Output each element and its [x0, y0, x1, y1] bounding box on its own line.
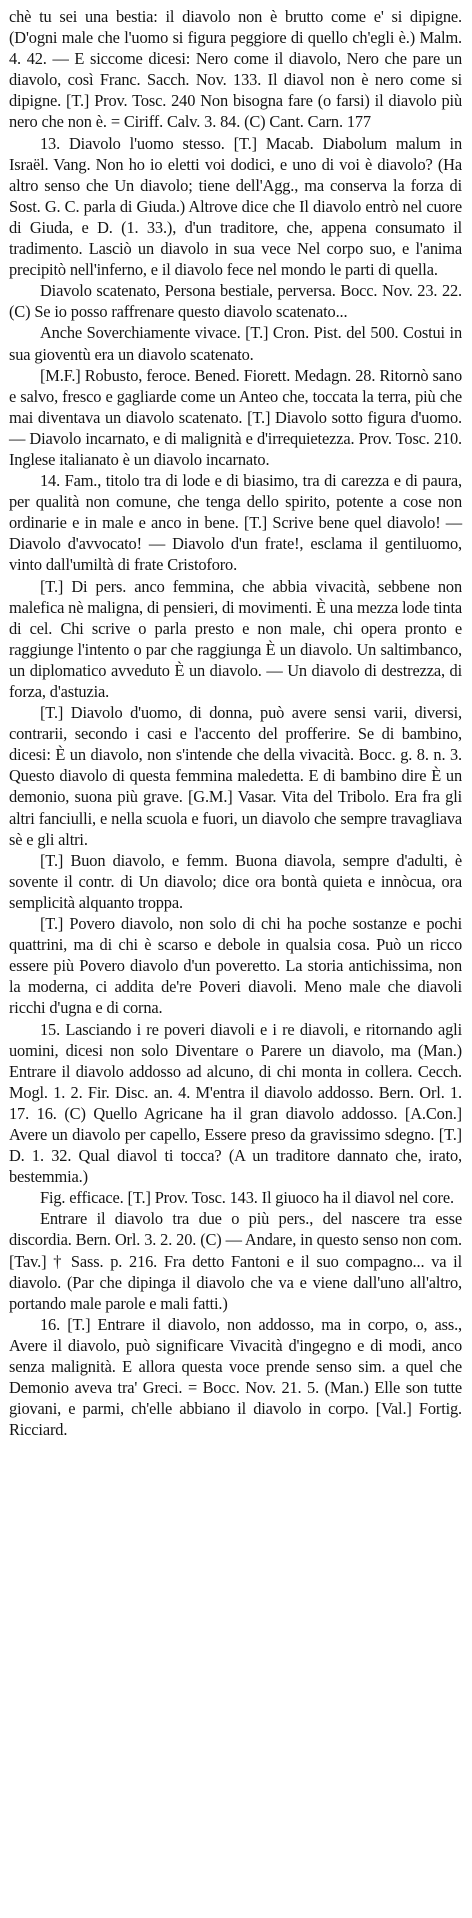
- paragraph-vivace: Anche Soverchiamente vivace. [T.] Cron. Pist. del 500. Costui in sua gioventù era un diavolo scatenato.: [9, 323, 462, 364]
- paragraph-sense-15: 15. Lasciando i re poveri diavoli e i re diavoli, e ritornando agli uomini, dicesi non solo Diventare o Parere un diavolo, ma (Man.) Entrare il diavolo addosso ad alcuno, di chi monta in collera. Cecch. Mogl. 1. 2. Fir. Disc. an. 4. M'entra il diavolo addosso. Bern. Orl. 1. 17. 16. (C) Quello Agricane ha il gran diavolo addosso. [A.Con.] Avere un diavolo per capello, Essere preso da gravissimo sdegno. [T.] D. 1. 32. Qual diavol ti tocca? (A un traditore dannato che, irato, bestemmia.): [9, 1019, 462, 1187]
- paragraph-femmina: [T.] Di pers. anco femmina, che abbia vivacità, sebbene non malefica nè maligna, di pensieri, di movimenti. È una mezza lode tinta di cel. Chi scrive o parla presto e non male, chi opera pronto e raggiunge l'intento o par che raggiunga È un diavolo. Un saltimbanco, un diplomatico avveduto È un diavolo. — Un diavolo di destrezza, di forza, d'astuzia.: [9, 576, 462, 701]
- paragraph-entrare-tra-due: Entrare il diavolo tra due o più pers., del nascere tra esse discordia. Bern. Orl. 3. 2. 20. (C) — Andare, in questo senso non com. [Tav.] † Sass. p. 216. Fra detto Fantoni e il suo compagno... va il diavolo. (Par che dipinga il diavolo che va e viene dall'uno all'altro, portando male parole e mali fatti.): [9, 1209, 462, 1313]
- paragraph-sense-16: 16. [T.] Entrare il diavolo, non addosso, ma in corpo, o, ass., Avere il diavolo, può significare Vivacità d'ingegno e di modi, anco senza malignità. E allora questa voce prende senso sim. a quel che Demonio aveva tra' Greci. = Bocc. Nov. 21. 5. (Man.) Elle son tutte giovani, e parmi, ch'elle abbiano il diavolo in corpo. [Val.] Fortig. Ricciard.: [9, 1314, 462, 1440]
- paragraph-diavolo-scatenato: Diavolo scatenato, Persona bestiale, perversa. Bocc. Nov. 23. 22. (C) Se io posso raffrenare questo diavolo scatenato...: [9, 281, 462, 322]
- paragraph-buon-diavolo: [T.] Buon diavolo, e femm. Buona diavola, sempre d'adulti, è sovente il contr. di Un diavolo; dice ora bontà quieta e innòcua, ora semplicità alquanto troppa.: [9, 850, 462, 912]
- paragraph-fig-efficace: Fig. efficace. [T.] Prov. Tosc. 143. Il giuoco ha il diavol nel core.: [40, 1188, 454, 1208]
- paragraph-diavolo-uomo: [T.] Diavolo d'uomo, di donna, può avere sensi varii, diversi, contrarii, secondo i casi e l'accento del profferire. Se di bambino, dicesi: È un diavolo, non s'intende che della vivacità. Bocc. g. 8. n. 3. Questo diavolo di questa femmina maledetta. E di bambino dire È un demonio, suona più grave. [G.M.] Vasar. Vita del Tribolo. Era fra gli altri fanciulli, e nella scuola e fuori, un diavolo che sempre travagliava sè e gli altri.: [9, 703, 462, 849]
- paragraph-sense-14: 14. Fam., titolo tra di lode e di biasimo, tra di carezza e di paura, per qualità non comune, che tenga dello spirito, potente a cose non ordinarie e in male e anco in bene. [T.] Scrive bene quel diavolo! — Diavolo d'avvocato! — Diavolo d'un frate!, esclama il gentiluomo, vinto dall'umiltà di frate Cristoforo.: [9, 471, 462, 575]
- paragraph-sense-13: 13. Diavolo l'uomo stesso. [T.] Macab. Diabolum malum in Israël. Vang. Non ho io eletti voi dodici, e uno di voi è diavolo? (Ha altro senso che Un diavolo; tiene dell'Agg., ma conserva la forza di Sost. G. C. parla di Giuda.) Altrove dice che Il diavolo entrò nel cuore di Giuda, e D. (1. 33.), d'un traditore, che, appena consumato il tradimento. Lasciò un diavolo in sua vece Nel corpo suo, e l'anima precipitò nell'inferno, e il diavolo fece nel mondo le parti di quella.: [9, 133, 462, 280]
- paragraph-robusto: [M.F.] Robusto, feroce. Bened. Fiorett. Medagn. 28. Ritornò sano e salvo, fresco e gagliarde come un Anteo che, toccata la terra, più che mai diventava un diavolo scatenato. [T.] Diavolo sotto figura d'uomo. — Diavolo incarnato, e di malignità e d'irrequietezza. Prov. Tosc. 210. Inglese italianato è un diavolo incarnato.: [9, 365, 462, 469]
- paragraph-povero-diavolo: [T.] Povero diavolo, non solo di chi ha poche sostanze e pochi quattrini, ma di chi è scarso e debole in qualsia cosa. Può un ricco essere più Povero diavolo d'un poveretto. La storia antichissima, non la moderna, ci addita de're Poveri diavoli. Meno male che diavoli ricchi d'ugna e di corna.: [9, 914, 462, 1018]
- paragraph-continuation: chè tu sei una bestia: il diavolo non è brutto come e' si dipigne. (D'ogni male che l'uomo si figura peggiore di quello ch'egli è.) Malm. 4. 42. — E siccome dicesi: Nero come il diavolo, Nero che pare un diavolo, così Franc. Sacch. Nov. 133. Il diavol non è nero come si dipigne. [T.] Prov. Tosc. 240 Non bisogna fare (o farsi) il diavolo più nero che non è. = Ciriff. Calv. 3. 84. (C) Cant. Carn. 177: [9, 7, 462, 132]
